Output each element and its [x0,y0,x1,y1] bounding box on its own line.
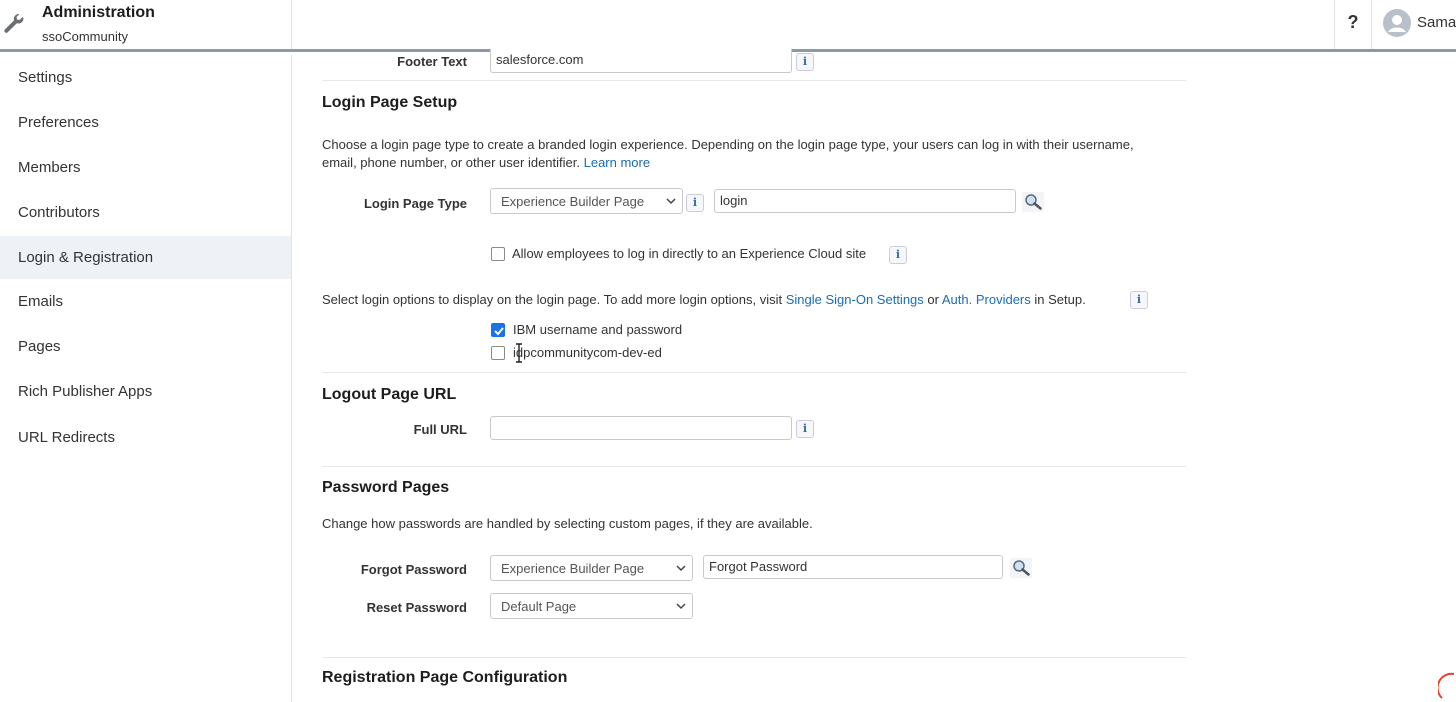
sidebar [0,55,292,702]
login-page-name-input[interactable]: login [714,189,1016,213]
idp-community-label: idpcommunitycom-dev-ed [513,345,662,360]
reset-password-label: Reset Password [366,600,467,615]
sidebar-item-pages[interactable]: Pages [18,338,61,355]
full-url-input[interactable] [490,416,792,440]
help-button[interactable]: ? [1334,0,1372,49]
or-text: or [927,292,939,307]
sidebar-item-contributors[interactable]: Contributors [18,204,100,221]
in-setup-text: in Setup. [1034,292,1086,307]
password-pages-description: Change how passwords are handled by selecting custom pages, if they are available. [322,516,813,531]
login-page-setup-heading: Login Page Setup [322,94,458,111]
lookup-search-icon[interactable] [1010,558,1032,578]
idp-community-checkbox[interactable] [491,346,505,360]
chevron-down-icon [666,196,676,206]
sidebar-item-login-registration[interactable]: Login & Registration [0,236,291,279]
sidebar-item-preferences[interactable]: Preferences [18,114,99,131]
site-name: ssoCommunity [42,29,128,44]
login-setup-description [322,136,1192,172]
ibm-username-password-label: IBM username and password [513,322,683,337]
user-avatar-icon[interactable] [1383,9,1411,37]
login-page-type-value: Experience Builder Page [501,194,645,209]
login-page-type-info-icon[interactable]: i [686,194,704,212]
learn-more-link[interactable]: Learn more [583,155,651,170]
footer-text-label: Footer Text [397,54,467,69]
login-setup-desc-line2 [322,154,1192,172]
login-setup-desc-text: email, phone number, or other user identifier. [322,155,580,170]
divider [322,466,1186,467]
full-url-info-icon[interactable]: i [796,420,814,438]
footer-text-info-icon[interactable]: i [796,53,814,71]
login-options-prefix: Select login options to display on the login page. To add more login options, visit [322,292,783,307]
footer-text-input[interactable]: salesforce.com [490,49,792,73]
forgot-password-page-input[interactable]: Forgot Password [703,555,1003,579]
logout-page-url-heading: Logout Page URL [322,386,457,403]
lookup-search-icon[interactable] [1022,192,1044,212]
forgot-password-type-value: Experience Builder Page [501,561,645,576]
full-url-label: Full URL [413,422,467,437]
registration-page-configuration-heading: Registration Page Configuration [322,669,568,686]
chevron-down-icon [676,563,686,573]
login-options-info-icon[interactable]: i [1130,291,1148,309]
sidebar-item-emails[interactable]: Emails [18,293,64,310]
forgot-password-type-select[interactable] [490,555,693,581]
sidebar-item-rich-publisher-apps[interactable]: Rich Publisher Apps [18,383,153,400]
login-options-text [322,291,1086,309]
user-name[interactable]: Sama [1417,14,1456,31]
forgot-password-label: Forgot Password [360,562,467,577]
checkmark-icon [493,325,505,337]
top-header [0,0,1456,52]
auth-providers-link[interactable]: Auth. Providers [941,292,1031,307]
divider [322,657,1186,658]
sidebar-item-settings[interactable]: Settings [18,69,73,86]
sidebar-item-members[interactable]: Members [18,159,81,176]
text-cursor-icon [514,343,524,363]
allow-employees-label: Allow employees to log in directly to an Experience Cloud site [512,246,867,261]
divider [322,372,1186,373]
reset-password-type-select[interactable] [490,593,693,619]
ibm-username-password-checkbox[interactable] [491,323,505,337]
wrench-icon [2,12,26,36]
allow-employees-checkbox[interactable] [491,247,505,261]
password-pages-heading: Password Pages [322,479,450,496]
corner-badge-icon [1438,672,1456,702]
sidebar-item-url-redirects[interactable]: URL Redirects [18,429,115,446]
login-page-type-label: Login Page Type [363,196,467,211]
reset-password-type-value: Default Page [501,599,577,614]
login-page-type-select[interactable] [490,188,683,214]
divider [322,80,1186,81]
app-title: Administration [42,4,155,21]
sso-settings-link[interactable]: Single Sign-On Settings [785,292,924,307]
chevron-down-icon [676,601,686,611]
login-setup-desc-line1: Choose a login page type to create a branded login experience. Depending on the login page type, your users can log in with their username, [322,137,1134,152]
brand-area [0,0,292,49]
allow-employees-info-icon[interactable]: i [889,246,907,264]
